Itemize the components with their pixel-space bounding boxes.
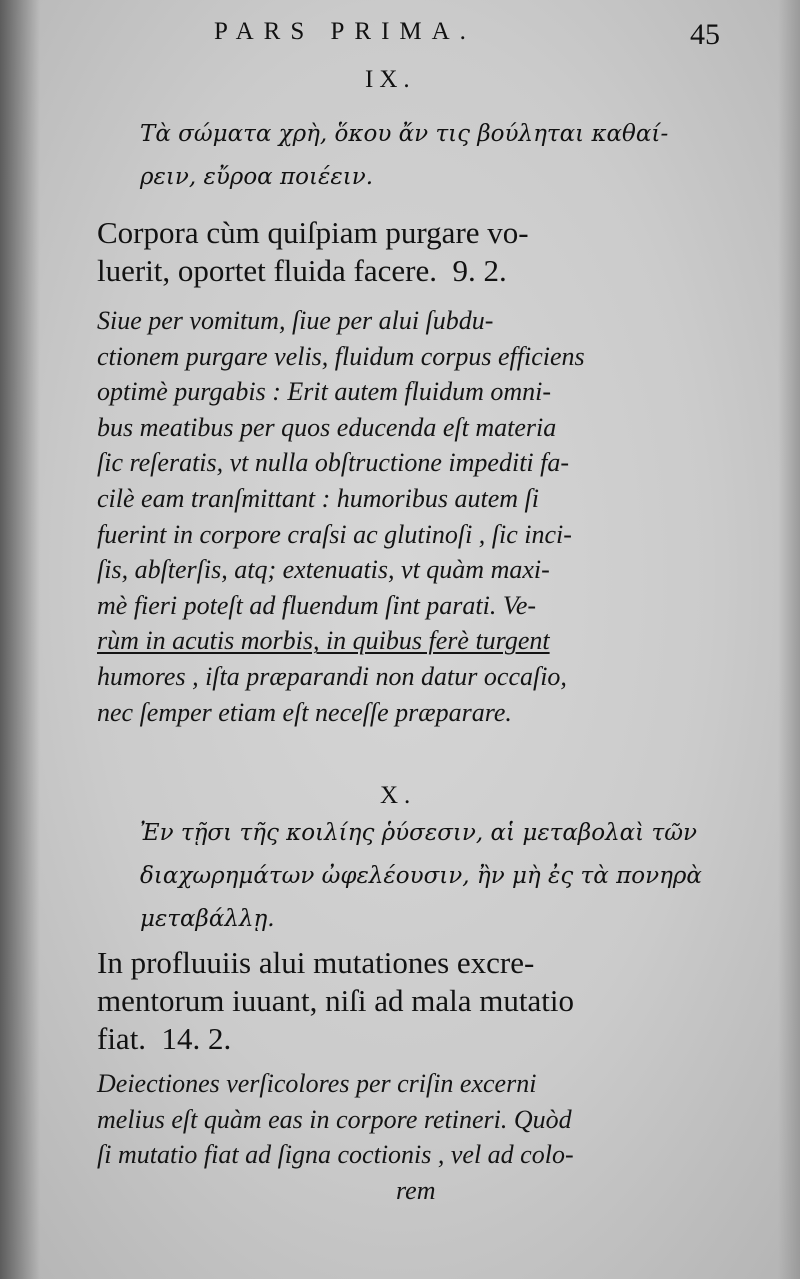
commentary-line: mè fieri poteſt ad fluendum ſint parati. Ve- [97, 590, 537, 620]
latin-aphorism-ix [97, 214, 529, 290]
greek-line: διαχωρημάτων ὠφελέουσιν, ἢν μὴ ἐς τὰ πονηρὰ [140, 863, 702, 889]
commentary-line: ſis, abſterſis, atq; extenuatis, vt quàm maxi- [97, 555, 550, 585]
commentary-line: ctionem purgare velis, fluidum corpus efficiens [97, 341, 585, 371]
aphorism-line: mentorum iuuant, niſi ad mala mutatio [97, 983, 574, 1018]
commentary-line: cilè eam tranſmittant : humoribus autem ſi [97, 483, 539, 513]
commentary-line: ſi mutatio fiat ad ſigna coctionis , vel ad colo- [97, 1140, 574, 1170]
commentary-line: melius eſt quàm eas in corpore retineri. Quòd [97, 1104, 572, 1134]
commentary-line: fuerint in corpore craſsi ac glutinoſi , ſic inci- [97, 519, 572, 549]
commentary-line: Deiectiones verſicolores per criſin excerni [97, 1069, 537, 1098]
commentary-x [97, 1066, 574, 1208]
greek-aphorism-x [140, 812, 702, 941]
greek-line: ρειν, εὔροα ποιέειν. [140, 164, 373, 190]
commentary-line: rem [97, 1175, 436, 1205]
page-number: 45 [690, 18, 720, 51]
commentary-line: nec ſemper etiam eſt neceſſe præparare. [97, 697, 512, 727]
commentary-ix [97, 303, 585, 730]
aphorism-line: Corpora cùm quiſpiam purgare vo- [97, 215, 529, 250]
commentary-line: ſic reſeratis, vt nulla obſtructione impediti fa- [97, 448, 570, 478]
latin-aphorism-x [97, 944, 574, 1058]
aphorism-line: In profluuiis alui mutationes excre- [97, 945, 535, 980]
section-number-ix: IX. [365, 66, 416, 93]
commentary-line-underlined: rùm in acutis morbis, in quibus ferè turgent [97, 626, 550, 656]
greek-aphorism-ix [140, 113, 668, 199]
commentary-line: humores , iſta præparandi non datur occaſio, [97, 661, 567, 691]
greek-line: Ἐν τῇσι τῆς κοιλίης ῥύσεσιν, αἱ μεταβολαὶ τῶν [140, 820, 697, 846]
aphorism-line: fiat. 14. 2. [97, 1021, 232, 1056]
running-head: PARS PRIMA. [214, 18, 476, 45]
greek-line: Τὰ σώματα χρὴ, ὅκου ἄν τις βούληται καθαί- [140, 121, 669, 147]
commentary-line: bus meatibus per quos educenda eſt materia [97, 412, 557, 442]
commentary-line: optimè purgabis : Erit autem fluidum omni- [97, 377, 552, 407]
page-header [0, 14, 800, 54]
commentary-line: Siue per vomitum, ſiue per alui ſubdu- [97, 306, 494, 335]
greek-line: μεταβάλλῃ. [140, 906, 275, 932]
aphorism-line: luerit, oportet fluida facere. 9. 2. [97, 253, 507, 288]
section-number-x: X. [380, 782, 417, 809]
